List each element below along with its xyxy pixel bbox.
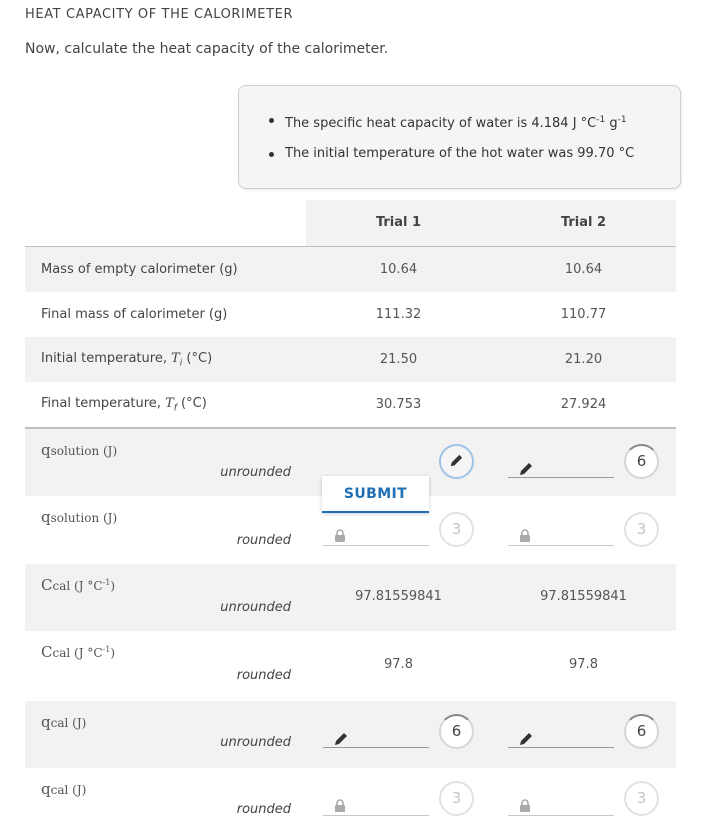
trial2-header: Trial 2 (560, 215, 607, 230)
ccal-unrounded-row (25, 564, 676, 631)
trial1-value: 97.8 (384, 657, 413, 672)
trial2-value: 21.20 (564, 352, 603, 367)
info-box (238, 85, 681, 189)
trial1-qsolution-rounded-input (323, 526, 429, 546)
trial1-qcal-input[interactable] (323, 728, 429, 748)
trial1-header: Trial 1 (375, 215, 422, 230)
row-label: qcal (J) (41, 780, 87, 798)
qcal-unrounded-row (25, 701, 676, 768)
qcal-rounded-row (25, 768, 676, 828)
rounded-tag: rounded (236, 802, 291, 817)
pencil-icon (518, 461, 534, 477)
trial1-qcal-rounded-input (323, 796, 429, 816)
trial1-sigfig-badge: 3 (439, 512, 474, 547)
lock-icon (518, 799, 532, 813)
unrounded-tag: unrounded (220, 465, 291, 480)
table-row (25, 292, 676, 337)
lock-icon (333, 529, 347, 543)
trial1-value: 30.753 (375, 397, 422, 412)
trial1-edit-button[interactable] (439, 444, 474, 479)
info-hot-water-temp: The initial temperature of the hot water was 99.70 °C (267, 142, 634, 176)
rounded-tag: rounded (236, 668, 291, 683)
trial2-value: 97.81559841 (540, 589, 627, 604)
trial1-value: 10.64 (379, 262, 418, 277)
lock-icon (333, 799, 347, 813)
trial2-qsolution-input[interactable] (508, 458, 614, 478)
unrounded-tag: unrounded (220, 600, 291, 615)
trial2-qsolution-rounded-input (508, 526, 614, 546)
trial2-value: 10.64 (564, 262, 603, 277)
row-label: Initial temperature, $T_i$ (°C) (41, 351, 213, 369)
row-label: Final mass of calorimeter (g) (41, 307, 228, 322)
submit-button[interactable]: SUBMIT (322, 476, 429, 513)
trial2-sigfig-badge: 6 (624, 714, 659, 749)
row-label: qcal (J) (41, 713, 87, 731)
info-specific-heat: The specific heat capacity of water is 4.184 J $^\circ C^{-1}$ $g^{-1}$ (267, 108, 634, 142)
pencil-icon (333, 731, 349, 747)
trial2-qcal-input[interactable] (508, 728, 614, 748)
trial1-value: 21.50 (379, 352, 418, 367)
trial1-sigfig-badge: 3 (439, 781, 474, 816)
trial2-sigfig-badge: 6 (624, 444, 659, 479)
row-label: Ccal (J $^\circ C^{-1}$) (41, 643, 115, 661)
trial1-value: 97.81559841 (355, 589, 442, 604)
ccal-rounded-row (25, 631, 676, 701)
table-row (25, 382, 676, 427)
trial2-value: 110.77 (560, 307, 607, 322)
table-row (25, 337, 676, 382)
pencil-icon (449, 453, 464, 468)
rounded-tag: rounded (236, 533, 291, 548)
row-label: Ccal (J $^\circ C^{-1}$) (41, 576, 115, 594)
trial2-sigfig-badge: 3 (624, 781, 659, 816)
lock-icon (518, 529, 532, 543)
row-label: qsolution (J) (41, 508, 118, 526)
trial2-value: 27.924 (560, 397, 607, 412)
trial2-value: 97.8 (569, 657, 598, 672)
instructions-text: Now, calculate the heat capacity of the calorimeter. (25, 41, 389, 57)
row-label: Mass of empty calorimeter (g) (41, 262, 238, 277)
table-row (25, 247, 676, 292)
unrounded-tag: unrounded (220, 735, 291, 750)
trial1-sigfig-badge: 6 (439, 714, 474, 749)
row-label: Final temperature, $T_f$ (°C) (41, 396, 207, 414)
row-label: qsolution (J) (41, 441, 118, 459)
section-title: HEAT CAPACITY OF THE CALORIMETER (25, 7, 294, 22)
trial1-value: 111.32 (375, 307, 422, 322)
trial2-qcal-rounded-input (508, 796, 614, 816)
trial2-sigfig-badge: 3 (624, 512, 659, 547)
pencil-icon (518, 731, 534, 747)
